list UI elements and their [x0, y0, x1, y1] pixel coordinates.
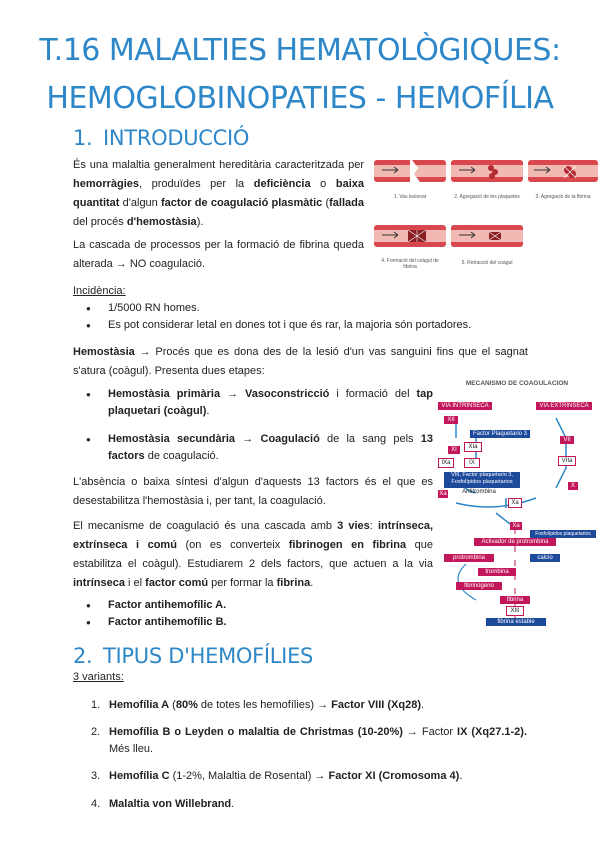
section1-heading: [73, 128, 249, 149]
intro-paragraph: És una malaltia generalment hereditària caracteritzada per hemorràgies, produïdes per la deficiència o baixa quantitat d'algun factor de coagulació plasmàtic (fallada del procés d'hemostàsia).: [73, 159, 365, 228]
coag-calcio: calcio: [530, 554, 560, 562]
coag-x: X: [568, 482, 578, 490]
cascade-paragraph: La cascada de processos per la formació de fibrina queda alterada → NO coagulació.: [73, 239, 364, 270]
coag-vii: VII: [560, 436, 574, 444]
absencia-paragraph: L'absència o baixa síntesi d'algun d'aquests 13 factors és el que es desestabilitza l'hemostàsia i, per tant, la coagulació.: [73, 476, 433, 507]
section1-title: INTRODUCCIÓ: [103, 126, 250, 150]
etapa-item-2: ● Hemostàsia secundària → Coagulació de la sang pels 13 factors de coagulació.: [88, 431, 433, 465]
coag-fibrina: fibrina: [500, 596, 530, 604]
coag-viia: VIIa: [558, 456, 576, 466]
incidencia-item-2: ● Es pot considerar letal en dones tot i que és rar, la majoria són portadores.: [88, 317, 598, 334]
vessel-image-5: [451, 217, 523, 255]
coag-xa-2: Xa: [508, 498, 522, 508]
coag-viii-box: VIII, Factor plaquetario 3, Fosfolípidos plaquetarios: [444, 472, 520, 488]
coag-factor-plaq: Factor Plaquetario 3: [470, 430, 530, 438]
vessel-image-2: [451, 152, 523, 190]
coag-fibrina-final: fibrina estable: [486, 618, 546, 626]
coag-activador: Activador de protrombina: [474, 538, 556, 546]
coag-antithrombin: Antitrombina: [462, 489, 496, 495]
vessel-caption-1: 1. Vas lesionat: [393, 194, 427, 200]
mecanisme-paragraph: El mecanisme de coagulació és una cascada amb 3 vies: intrínseca, extrínseca i comú (on es converteix fibrinogen en fibrina que estabilitza el coàgul). Estudiarem 2 dels factors, que actuen a la via intrínseca i el factor comú per formar la fibrina.: [73, 520, 434, 589]
hemostasia-paragraph: Hemostàsia → Procés que es dona des de la lesió d'un vas sanguini fins que el sagnat s'atura (coàgul). Presenta dues etapes:: [73, 346, 528, 377]
hemofilia-item-2: 2. Hemofília B o Leyden o malaltia de Christmas (10-20%) → Factor IX (Xq27.1-2). Més lleu.: [91, 726, 527, 755]
coag-xa: Xa: [439, 491, 447, 497]
vessel-image-4: [374, 217, 446, 255]
coag-title: MECANISMO DE COAGULACIÓN: [465, 380, 569, 387]
coag-xii: XII: [444, 416, 458, 424]
section2-title: TIPUS D'HEMOFÍLIES: [103, 644, 314, 668]
coag-xiii: XIII: [506, 606, 524, 616]
coag-via-intrinseca: VIA INTRÍNSECA: [438, 402, 492, 410]
coag-via-extrinseca: VIA EXTRÍNSECA: [536, 402, 592, 410]
coag-xa-common: Xa: [510, 522, 522, 530]
variants-label: 3 variants:: [73, 671, 124, 683]
coag-trombina: trombina: [478, 568, 516, 576]
coag-protrombina: protrombina: [444, 554, 494, 562]
incidencia-item-1: ● 1/5000 RN homes.: [88, 300, 588, 317]
vessel-caption-5: 5. Retracció del coàgul: [461, 260, 513, 266]
coag-ixa: IXa: [438, 458, 454, 468]
factor-item-b: ● Factor antihemofílic B.: [88, 614, 388, 631]
coag-fosfolipidos: Fosfolípidos plaquetarios: [530, 530, 596, 538]
vessel-caption-4: 4. Formació del coàgul de fibrina: [381, 258, 439, 270]
coag-xia: XIa: [464, 442, 482, 452]
vessel-image-3: [528, 152, 598, 190]
hemofilia-item-3: 3. Hemofília C (1-2%, Malaltia de Rosental) → Factor XI (Cromosoma 4).: [91, 770, 463, 782]
coag-fibrinogeno: fibrinógeno: [456, 582, 502, 590]
incidencia-label: Incidència:: [73, 285, 126, 297]
coag-ix: IX: [464, 458, 480, 468]
page-title-line1: T.16 MALALTIES HEMATOLÒGIQUES:: [39, 33, 561, 68]
section2-heading: [73, 646, 313, 667]
vessel-caption-2: 2. Agregació de les plaquetes: [454, 194, 520, 200]
vessel-image-1: [374, 152, 446, 190]
coagulation-diagram: [436, 378, 598, 632]
hemofilia-item-4: 4. Malaltia von Willebrand.: [91, 798, 235, 810]
factor-item-a: ● Factor antihemofílic A.: [88, 597, 388, 614]
etapa-item-1: ● Hemostàsia primària → Vasoconstricció i formació del tap plaquetari (coàgul).: [88, 386, 433, 420]
hemofilia-item-1: 1. Hemofília A (80% de totes les hemofílies) → Factor VIII (Xq28).: [91, 699, 425, 711]
section2-number: 2.: [73, 644, 93, 668]
coag-xi: XI: [448, 446, 460, 454]
section1-number: 1.: [73, 126, 93, 150]
page-title-line2: HEMOGLOBINOPATIES - HEMOFÍLIA: [46, 81, 554, 116]
vessel-caption-3: 3. Agregació de la fibrina: [535, 194, 591, 200]
